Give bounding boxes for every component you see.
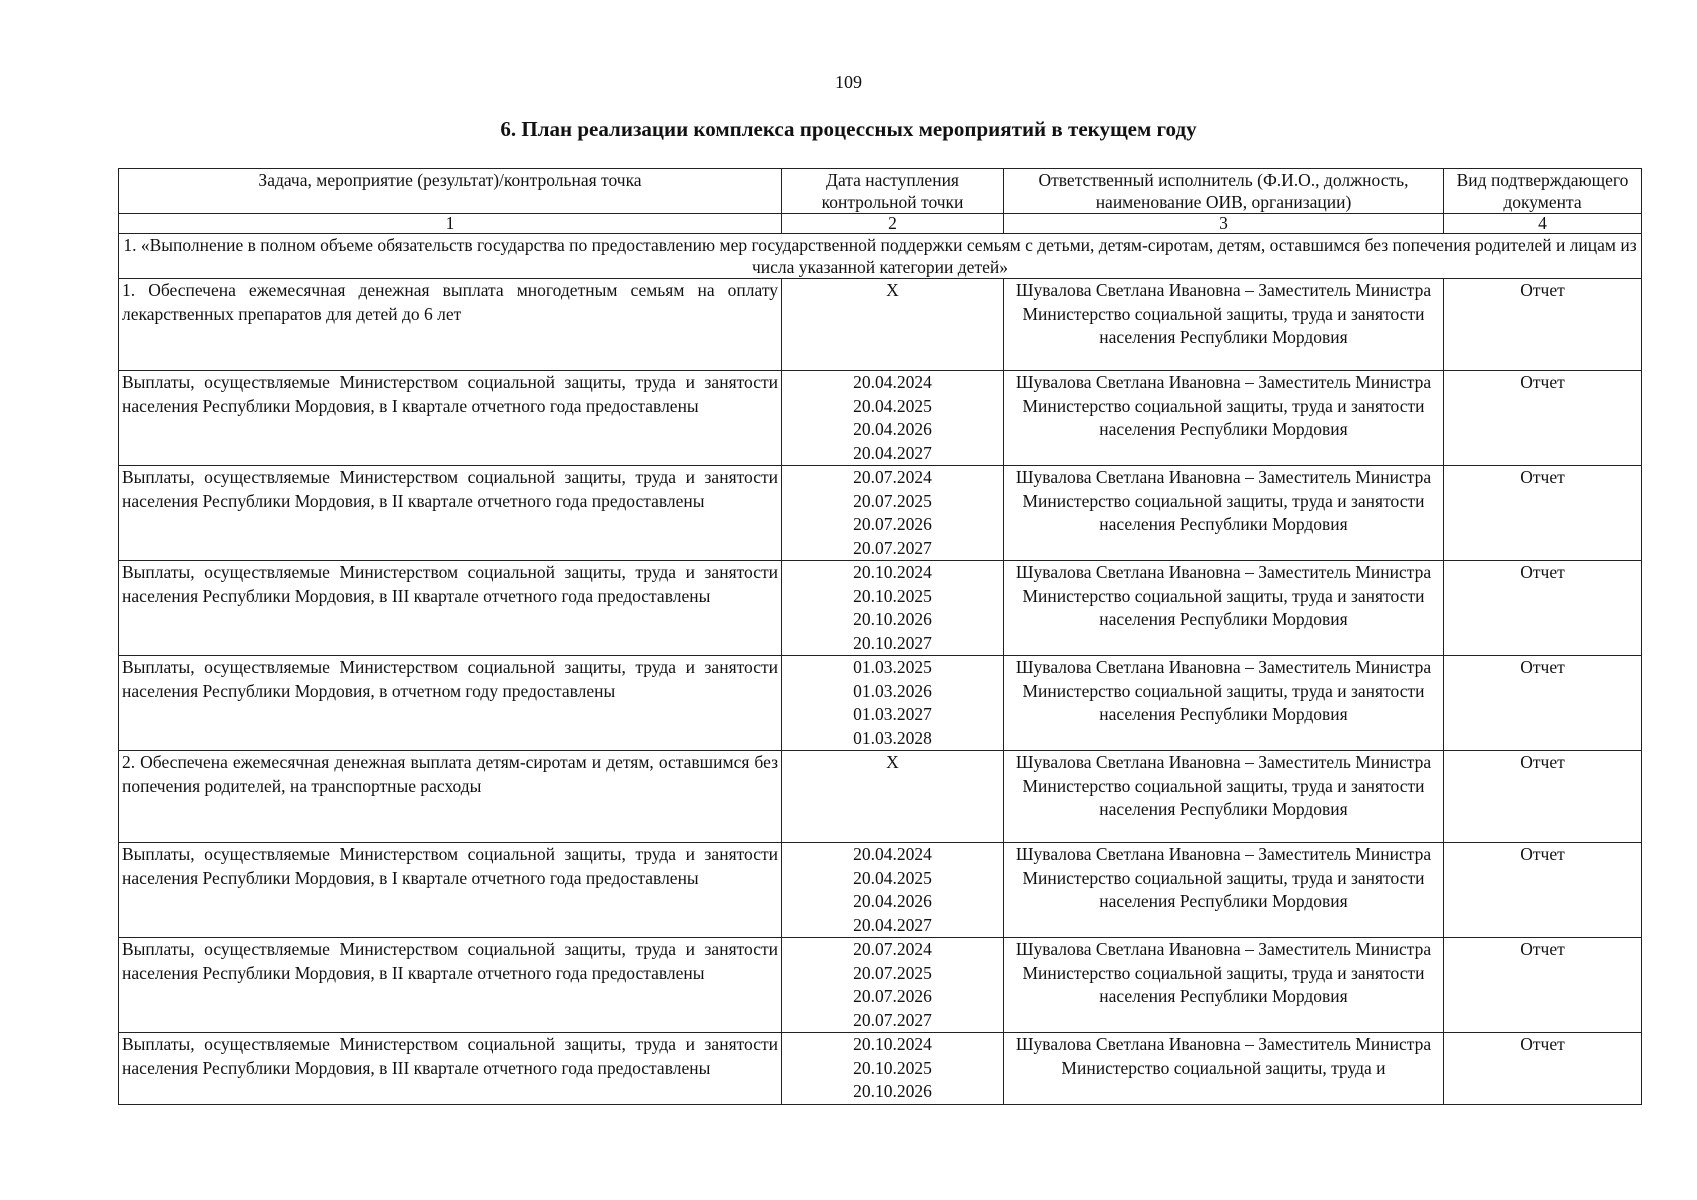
date-cell [782,656,1004,751]
header-responsible: Ответственный исполнитель (Ф.И.О., должность, наименование ОИВ, организации) [1004,169,1444,214]
control-date: 20.10.2027 [853,632,932,653]
control-date: 20.10.2024 [853,1034,932,1054]
event-cell: Выплаты, осуществляемые Министерством социальной защиты, труда и занятости населения Республики Мордовия, в I квартале отчетного года предоставлены [119,843,782,938]
header-document: Вид подтверждающего документа [1444,169,1642,214]
control-date: 20.10.2025 [853,585,932,606]
document-type-cell: Отчет [1444,751,1642,843]
control-date: 20.10.2026 [853,609,932,629]
date-cell [782,1033,1004,1105]
responsible-cell: Шувалова Светлана Ивановна – Заместитель Министра Министерство социальной защиты, труда и занятости населения Республики Мордовия [1004,938,1444,1033]
document-type-cell: Отчет [1444,371,1642,466]
responsible-cell: Шувалова Светлана Ивановна – Заместитель Министра Министерство социальной защиты, труда и занятости населения Республики Мордовия [1004,279,1444,371]
date-cell [782,938,1004,1033]
section-title: 6. План реализации комплекса процессных мероприятий в текущем году [500,117,1197,141]
event-cell: Выплаты, осуществляемые Министерством социальной защиты, труда и занятости населения Республики Мордовия, в II квартале отчетного года предоставлены [119,466,782,561]
table-row [119,1033,1642,1105]
control-date: 20.04.2026 [853,891,932,911]
table-row [119,371,1642,466]
date-cell [782,561,1004,656]
document-type-cell: Отчет [1444,656,1642,751]
control-date: 01.03.2027 [853,704,932,724]
responsible-cell: Шувалова Светлана Ивановна – Заместитель Министра Министерство социальной защиты, труда и занятости населения Республики Мордовия [1004,843,1444,938]
document-type-cell: Отчет [1444,1033,1642,1105]
table-row [119,751,1642,843]
page-number: 109 [835,72,862,92]
control-date: 20.04.2027 [853,914,932,935]
responsible-cell: Шувалова Светлана Ивановна – Заместитель Министра Министерство социальной защиты, труда и [1004,1033,1444,1105]
task-row [119,234,1642,279]
column-number-row [119,214,1642,234]
plan-table [118,168,1642,1105]
column-number: 4 [1444,214,1642,234]
date-cell [782,751,1004,843]
table-row [119,938,1642,1033]
event-cell: Выплаты, осуществляемые Министерством социальной защиты, труда и занятости населения Республики Мордовия, в III квартале отчетного года предоставлены [119,1033,782,1105]
table-row [119,656,1642,751]
table-row [119,561,1642,656]
control-date: 20.07.2027 [853,1009,932,1030]
control-date: 20.04.2025 [853,395,932,416]
document-type-cell: Отчет [1444,843,1642,938]
event-cell: 2. Обеспечена ежемесячная денежная выплата детям-сиротам и детям, оставшимся без попечения родителей, на транспортные расходы [119,751,782,843]
responsible-cell: Шувалова Светлана Ивановна – Заместитель Министра Министерство социальной защиты, труда и занятости населения Республики Мордовия [1004,466,1444,561]
responsible-cell: Шувалова Светлана Ивановна – Заместитель Министра Министерство социальной защиты, труда и занятости населения Республики Мордовия [1004,751,1444,843]
event-cell: Выплаты, осуществляемые Министерством социальной защиты, труда и занятости населения Республики Мордовия, в отчетном году предоставлены [119,656,782,751]
event-cell: Выплаты, осуществляемые Министерством социальной защиты, труда и занятости населения Республики Мордовия, в II квартале отчетного года предоставлены [119,938,782,1033]
document-type-cell: Отчет [1444,938,1642,1033]
control-date: 20.10.2024 [853,562,932,582]
control-date: 20.10.2026 [853,1081,932,1101]
table-row [119,843,1642,938]
control-date: 20.07.2024 [853,467,932,487]
control-date: 20.04.2026 [853,419,932,439]
document-type-cell: Отчет [1444,561,1642,656]
control-date: 20.04.2024 [853,372,932,392]
header-row [119,169,1642,214]
table-row [119,466,1642,561]
event-cell: Выплаты, осуществляемые Министерством социальной защиты, труда и занятости населения Республики Мордовия, в I квартале отчетного года предоставлены [119,371,782,466]
control-date: 20.07.2026 [853,986,932,1006]
date-cell [782,466,1004,561]
control-date: X [886,280,899,300]
column-number: 3 [1004,214,1444,234]
event-cell: 1. Обеспечена ежемесячная денежная выплата многодетным семьям на оплату лекарственных препаратов для детей до 6 лет [119,279,782,371]
date-cell [782,843,1004,938]
control-date: 20.07.2026 [853,514,932,534]
table-row [119,279,1642,371]
control-date: 01.03.2025 [853,657,932,677]
column-number: 1 [119,214,782,234]
header-task: Задача, мероприятие (результат)/контрольная точка [119,169,782,214]
date-cell [782,371,1004,466]
control-date: 20.04.2027 [853,442,932,463]
control-date: 20.07.2027 [853,537,932,558]
responsible-cell: Шувалова Светлана Ивановна – Заместитель Министра Министерство социальной защиты, труда и занятости населения Республики Мордовия [1004,371,1444,466]
column-number: 2 [782,214,1004,234]
control-date: 20.07.2024 [853,939,932,959]
control-date: 20.04.2025 [853,867,932,888]
control-date: 20.04.2024 [853,844,932,864]
control-date: 01.03.2026 [853,680,932,701]
control-date: X [886,752,899,772]
responsible-cell: Шувалова Светлана Ивановна – Заместитель Министра Министерство социальной защиты, труда и занятости населения Республики Мордовия [1004,561,1444,656]
task-title: 1. «Выполнение в полном объеме обязательств государства по предоставлению мер государственной поддержки семьям с детьми, детям-сиротам, детям, оставшимся без попечения родителей и лицам из числа указанной категории детей» [119,234,1642,279]
document-type-cell: Отчет [1444,279,1642,371]
responsible-cell: Шувалова Светлана Ивановна – Заместитель Министра Министерство социальной защиты, труда и занятости населения Республики Мордовия [1004,656,1444,751]
control-date: 20.07.2025 [853,962,932,983]
control-date: 20.07.2025 [853,490,932,511]
control-date: 01.03.2028 [853,727,932,748]
control-date: 20.10.2025 [853,1057,932,1078]
date-cell [782,279,1004,371]
event-cell: Выплаты, осуществляемые Министерством социальной защиты, труда и занятости населения Республики Мордовия, в III квартале отчетного года предоставлены [119,561,782,656]
document-type-cell: Отчет [1444,466,1642,561]
header-date: Дата наступления контрольной точки [782,169,1004,214]
